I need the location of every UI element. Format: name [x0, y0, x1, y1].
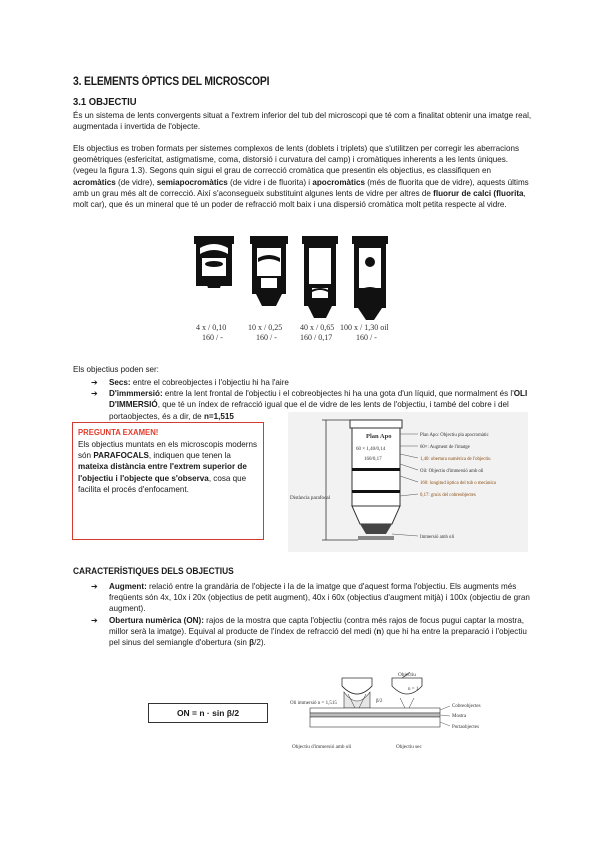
- exam-box-title: PREGUNTA EXAMEN!: [78, 427, 159, 437]
- types-intro: Els objectius poden ser:: [73, 365, 159, 374]
- air-label: n = 1: [408, 687, 419, 692]
- objectives-figure: [190, 228, 400, 348]
- text-span: (de vidre),: [115, 177, 157, 187]
- text-span: /2).: [254, 638, 266, 648]
- term-achromatic: acromàtics: [73, 177, 116, 187]
- sample-label: Mostra: [452, 714, 467, 719]
- text-span: Els objectius muntats en els microscopis moderns són: [78, 440, 258, 461]
- objective-100x-drawing: [352, 236, 388, 320]
- term-semiapochromatic: semiapocromàtics: [156, 177, 228, 187]
- plate-line-2: 60 × 1,40/0,14: [356, 447, 386, 452]
- objective-label-3b: 160 / 0,17: [300, 333, 333, 342]
- objective-label-4b: 160 / -: [356, 333, 377, 342]
- text-span: relació entre la grandària de l'objecte i la de la imatge que d'aquest forma l'objectiu. Els augments més freqüents són 4x, 10x i 20x (objectius de petit augment), 40x i 60x (objectius d'augment mitjà) i 100x (objectiu de gran augment).: [109, 582, 530, 614]
- plate-line-3: 160/0,17: [364, 457, 382, 462]
- oil-label: Oli immersió n = 1,515: [290, 701, 337, 706]
- section-subtitle: 3.1 OBJECTIU: [73, 96, 137, 108]
- term-immersion-oil: OLI D'IMMERSIÓ: [109, 389, 528, 410]
- section-title: 3. ELEMENTS ÒPTICS DEL MICROSCOPI: [73, 76, 270, 88]
- text-span: Els objectius es troben formats per sistemes complexos de lents (doblets i triplets) que s'utilitzen per corregir les aberracions geomètriques (esfericitat, astigmatisme, coma, distorsió i curvatura del camp) i cromàtiques inherents a les lents úniques. (vegeu la figura 1.3). Segons quin sigui el grau de correcció cromàtica que presentin els objectius, es classifiquen en: [73, 144, 519, 176]
- term-apochromatic: apocromàtics: [312, 177, 365, 187]
- text-span: rajos de la mostra que capta l'objectiu (contra més rajos de focus pugui captar la mostra, millor serà la imatge). Equival al producte de l'índex de refracció del medi (: [109, 615, 524, 636]
- text-span: ) que hi ha entre la preparació i l'objectiu pel sinus del semiangle d'obertura (sin: [109, 626, 527, 648]
- term-immersion: D'immmersió:: [109, 389, 163, 399]
- term-same-distance: mateixa distància entre l'extrem superior de l'objectiu i l'objecte que s'observa: [78, 462, 247, 483]
- arrow-icon: ➔: [91, 389, 98, 399]
- note-4: Oil: Objectiu d'immersió amb oli: [420, 469, 484, 474]
- characteristics-list: [91, 581, 531, 648]
- list-item: [91, 377, 531, 388]
- term-magnification: Augment:: [109, 582, 147, 591]
- text-span: , que té un índex de refracció igual que el de vidre de les lents de l'objectiu, i també del cobre i del portaobjectes, és a dir, de: [109, 400, 509, 421]
- oil-objective-caption: Objectiu d'immersió amb oli: [292, 744, 352, 750]
- objective-label-3a: 40 x / 0,65: [300, 323, 335, 332]
- slide-label: Portaobjectes: [452, 725, 479, 730]
- objective-diagram: [288, 412, 528, 552]
- exam-box-body: [78, 439, 258, 495]
- objective-top-label: Objectiu: [398, 672, 416, 678]
- objective-40x-drawing: [302, 236, 338, 318]
- term-beta: β: [249, 638, 255, 648]
- text-span: entre la lent frontal de l'objectiu i el cobreobjectes hi ha una gota d'un líquid, que normalment és l': [162, 389, 514, 399]
- note-2: 60×: Augment de l'imatge: [420, 445, 470, 450]
- exam-question-box: [72, 422, 264, 540]
- objective-label-2b: 160 / -: [256, 333, 277, 342]
- objective-label-1b: 160 / -: [202, 333, 223, 342]
- coverslip-label: Cobreobjectes: [452, 704, 481, 709]
- immersion-diagram: [290, 672, 530, 754]
- arrow-icon: ➔: [91, 378, 98, 387]
- text-span: , molt car), que és un mineral que té un poder de refracció molt baix i una dispersió cromàtica molt petita respecte al vidre.: [73, 188, 526, 210]
- term-numerical-aperture: Obertura numèrica (ON):: [109, 615, 204, 625]
- dry-objective-caption: Objectiu sec: [396, 744, 422, 750]
- objective-label-2a: 10 x / 0,25: [248, 323, 283, 332]
- objective-label-4a: 100 x / 1,30 oil: [340, 323, 389, 332]
- objective-4x-drawing: [194, 236, 234, 288]
- numerical-aperture-formula: ON = n · sin β/2: [148, 703, 268, 723]
- term-n: n: [376, 626, 382, 636]
- list-item: [91, 581, 531, 615]
- parafocal-distance-label: Distància parafocal: [290, 495, 331, 501]
- text-span: , cosa que facilita el procés d'enfocament.: [78, 473, 247, 494]
- list-item: [91, 615, 531, 649]
- note-7: Immersió amb oli: [420, 535, 455, 540]
- term-parafocal: PARAFOCALS: [93, 451, 149, 461]
- note-5: 160: longitud òptica del tub o mecànica: [420, 481, 496, 486]
- text-span: entre el cobreobjectes i l'objectiu hi ha l'aire: [130, 378, 289, 387]
- objective-label-1a: 4 x / 0,10: [196, 323, 227, 332]
- objective-10x-drawing: [250, 236, 288, 306]
- term-dry: Secs:: [109, 378, 131, 387]
- text-span: (més de fluorita que de vidre), aquests últims amb un grau més alt de correcció. Així s'aconsegueix substituint algunes lents de vidre per altres de: [73, 177, 529, 198]
- characteristics-title: CARACTERÍSTIQUES DELS OBJECTIUS: [73, 566, 234, 577]
- text-span: (de vidre i de fluorita) i: [227, 177, 313, 187]
- term-fluorite: fluorur de calci (fluorita: [433, 188, 524, 198]
- note-6: 0,17: gruix del cobreobjectes: [420, 493, 476, 498]
- lens-classification-paragraph: [73, 143, 533, 210]
- arrow-icon: ➔: [91, 582, 98, 591]
- note-1: Plan Apo: Objectiu pla apocromàtic: [420, 433, 489, 438]
- intro-paragraph: És un sistema de lents convergents situat a l'extrem inferior del tub del microscopi que té com a finalitat obtenir una imatge real, augmentada i invertida de l'objecte.: [73, 111, 532, 132]
- arrow-icon: ➔: [91, 615, 98, 625]
- plate-line-1: Plan Apo: [366, 433, 392, 440]
- note-3: 1,40: obertura numèrica de l'objectiu: [420, 457, 491, 462]
- angle-label: β/2: [376, 699, 383, 704]
- term-refractive-index: n=1,515: [203, 411, 234, 421]
- text-span: , indiquen que tenen la: [148, 451, 231, 461]
